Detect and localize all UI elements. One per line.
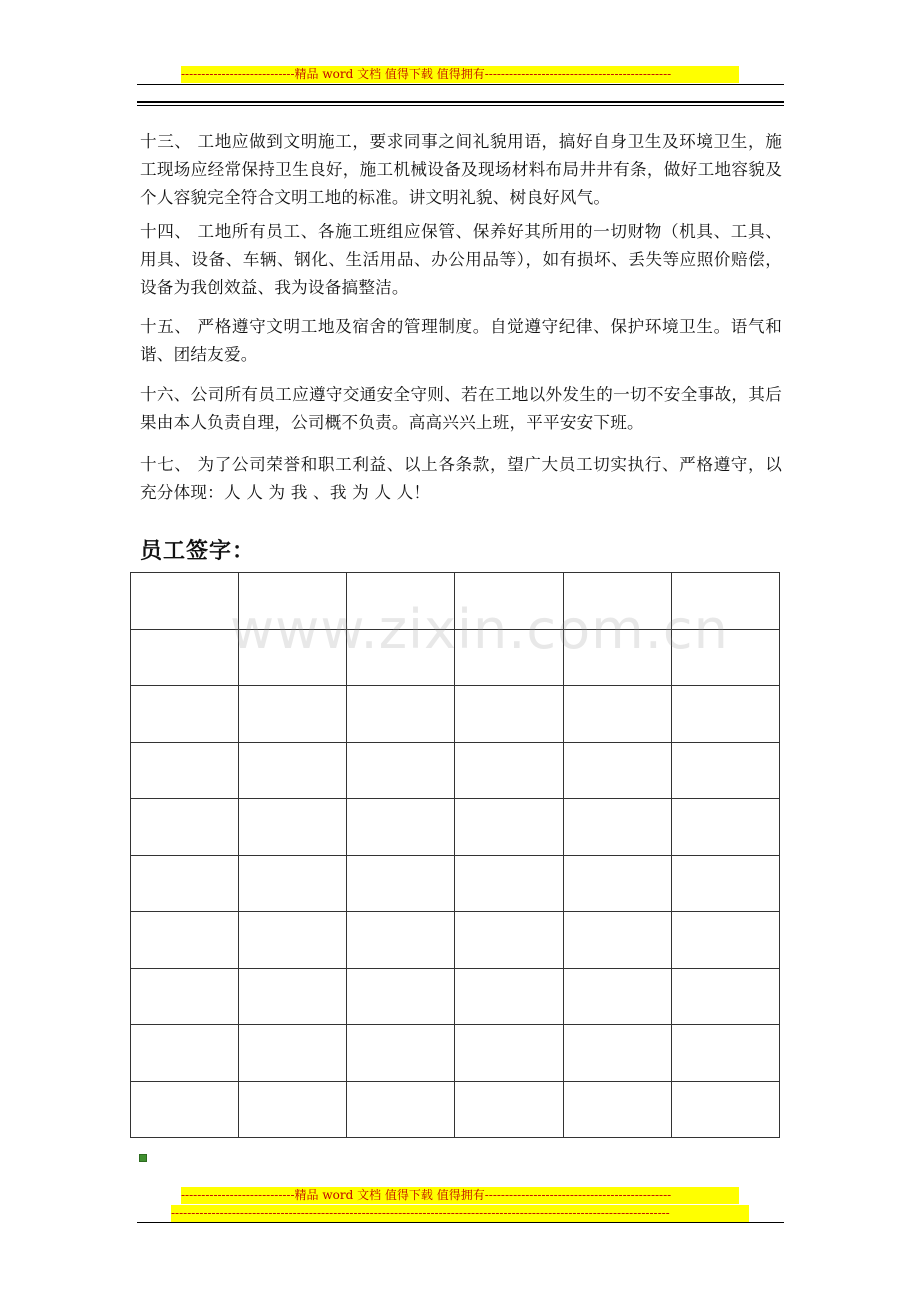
signature-cell[interactable]	[563, 855, 671, 912]
signature-cell[interactable]	[671, 912, 779, 969]
signature-cell[interactable]	[347, 855, 455, 912]
signature-cell[interactable]	[239, 912, 347, 969]
signature-row	[131, 573, 780, 630]
signature-cell[interactable]	[671, 968, 779, 1025]
signature-cell[interactable]	[563, 968, 671, 1025]
signature-cell[interactable]	[455, 742, 563, 799]
signature-cell[interactable]	[347, 912, 455, 969]
signature-cell[interactable]	[131, 573, 239, 630]
signature-cell[interactable]	[671, 629, 779, 686]
signature-cell[interactable]	[239, 1081, 347, 1138]
signature-cell[interactable]	[563, 1025, 671, 1082]
signature-cell[interactable]	[239, 742, 347, 799]
footer-rule	[137, 1222, 784, 1223]
signature-cell[interactable]	[131, 912, 239, 969]
signature-cell[interactable]	[455, 1081, 563, 1138]
signature-cell[interactable]	[455, 573, 563, 630]
signature-cell[interactable]	[455, 686, 563, 743]
signature-cell[interactable]	[239, 968, 347, 1025]
header-rule-double-bottom	[137, 105, 784, 106]
signature-cell[interactable]	[131, 629, 239, 686]
footer-banner: ----------------------------精品 word 文档 值得下载 值得拥有----------------------------------------------	[181, 1187, 739, 1204]
signature-cell[interactable]	[671, 742, 779, 799]
signature-cell[interactable]	[131, 799, 239, 856]
signature-cell[interactable]	[455, 629, 563, 686]
signature-cell[interactable]	[347, 1081, 455, 1138]
header-rule-double-top	[137, 101, 784, 103]
signature-cell[interactable]	[347, 629, 455, 686]
signature-cell[interactable]	[563, 686, 671, 743]
signature-cell[interactable]	[131, 686, 239, 743]
signature-cell[interactable]	[131, 1025, 239, 1082]
signature-row	[131, 1025, 780, 1082]
signature-table	[130, 572, 780, 1138]
signature-cell[interactable]	[239, 1025, 347, 1082]
signature-cell[interactable]	[347, 686, 455, 743]
clause-15: 十五、 严格遵守文明工地及宿舍的管理制度。自觉遵守纪律、保护环境卫生。语气和谐、团结友爱。	[140, 317, 782, 364]
signature-cell[interactable]	[347, 573, 455, 630]
signature-cell[interactable]	[239, 573, 347, 630]
signature-row	[131, 686, 780, 743]
signature-heading: 员工签字：	[140, 539, 256, 564]
signature-cell[interactable]	[131, 855, 239, 912]
signature-cell[interactable]	[347, 742, 455, 799]
signature-cell[interactable]	[563, 1081, 671, 1138]
watermark: www.zixin.com.cn	[230, 598, 729, 661]
signature-row	[131, 629, 780, 686]
signature-cell[interactable]	[455, 799, 563, 856]
signature-cell[interactable]	[131, 742, 239, 799]
signature-row	[131, 968, 780, 1025]
signature-cell[interactable]	[671, 573, 779, 630]
signature-cell[interactable]	[131, 1081, 239, 1138]
signature-cell[interactable]	[671, 1025, 779, 1082]
signature-cell[interactable]	[455, 855, 563, 912]
signature-cell[interactable]	[239, 629, 347, 686]
signature-cell[interactable]	[239, 855, 347, 912]
signature-cell[interactable]	[347, 968, 455, 1025]
signature-cell[interactable]	[455, 912, 563, 969]
header-rule-thin	[137, 84, 784, 85]
clause-13: 十三、 工地应做到文明施工，要求同事之间礼貌用语，搞好自身卫生及环境卫生，施工现场应经常保持卫生良好，施工机械设备及现场材料布局井井有条，做好工地容貌及个人容貌完全符合文明工地的标准。讲文明礼貌、树良好风气。	[140, 132, 782, 207]
signature-row	[131, 742, 780, 799]
signature-row	[131, 912, 780, 969]
signature-cell[interactable]	[347, 799, 455, 856]
signature-cell[interactable]	[563, 629, 671, 686]
signature-row	[131, 799, 780, 856]
signature-row	[131, 855, 780, 912]
signature-cell[interactable]	[563, 573, 671, 630]
signature-cell[interactable]	[347, 1025, 455, 1082]
signature-cell[interactable]	[671, 855, 779, 912]
signature-row	[131, 1081, 780, 1138]
signature-cell[interactable]	[455, 1025, 563, 1082]
clause-17: 十七、 为了公司荣誉和职工利益、以上各条款，望广大员工切实执行、严格遵守，以充分体现：人 人 为 我 、我 为 人 人！	[140, 455, 782, 502]
signature-cell[interactable]	[239, 686, 347, 743]
signature-cell[interactable]	[239, 799, 347, 856]
signature-cell[interactable]	[563, 912, 671, 969]
signature-cell[interactable]	[563, 799, 671, 856]
header-banner: ----------------------------精品 word 文档 值得下载 值得拥有----------------------------------------------	[181, 66, 739, 83]
footer-banner-dashes: ---------------------------------------------------------------------------------------------------------------------------	[171, 1205, 749, 1222]
signature-cell[interactable]	[671, 686, 779, 743]
signature-cell[interactable]	[671, 799, 779, 856]
signature-cell[interactable]	[131, 968, 239, 1025]
signature-cell[interactable]	[563, 742, 671, 799]
signature-cell[interactable]	[671, 1081, 779, 1138]
clause-14: 十四、 工地所有员工、各施工班组应保管、保养好其所用的一切财物（机具、工具、用具、设备、车辆、钢化、生活用品、办公用品等），如有损坏、丢失等应照价赔偿，设备为我创效益、我为设备搞整洁。	[140, 222, 782, 297]
bullet-icon	[139, 1154, 147, 1162]
clause-16: 十六、公司所有员工应遵守交通安全守则、若在工地以外发生的一切不安全事故，其后果由本人负责自理，公司概不负责。高高兴兴上班，平平安安下班。	[140, 385, 782, 432]
signature-cell[interactable]	[455, 968, 563, 1025]
